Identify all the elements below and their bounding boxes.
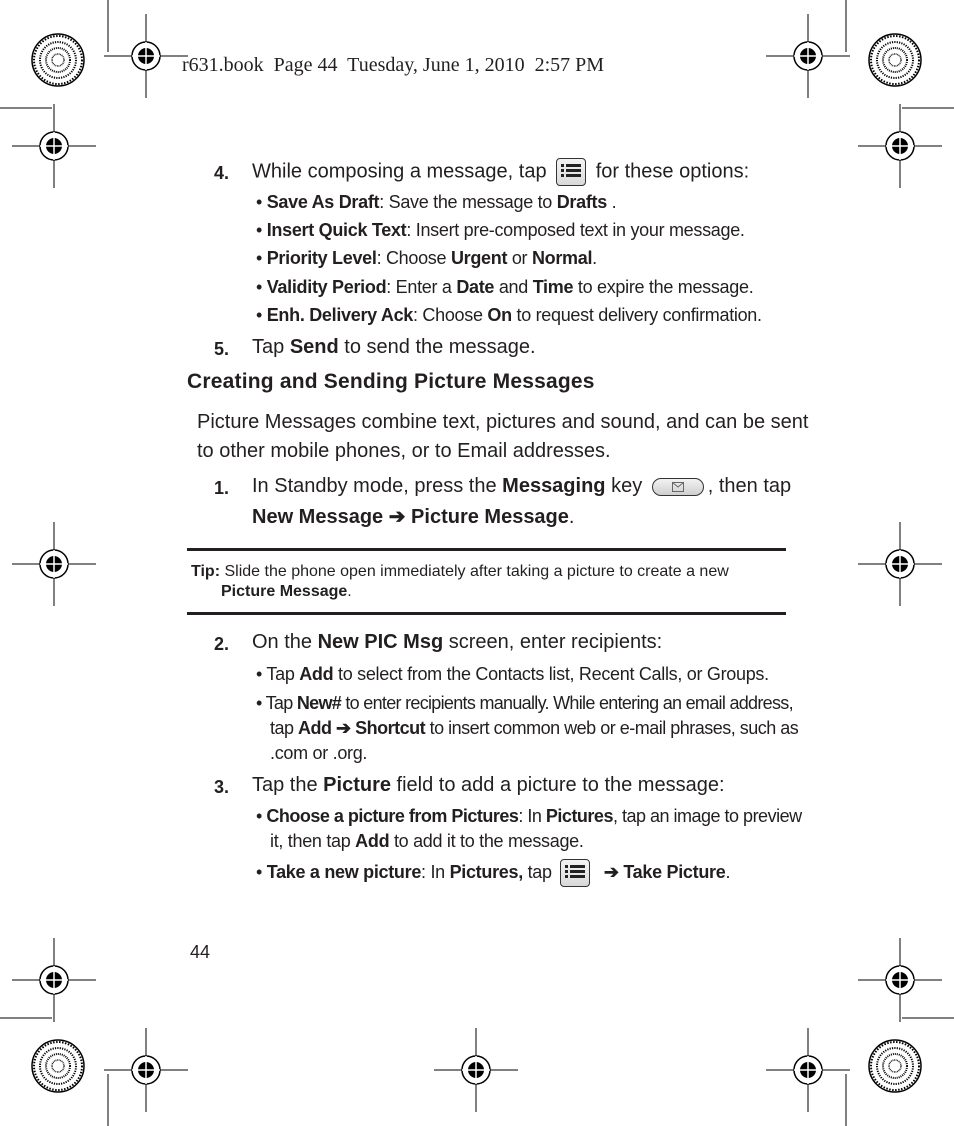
- step-number: 3.: [214, 777, 230, 797]
- step-1-path: New Message ➔ Picture Message.: [252, 506, 575, 528]
- step-5-text: Tap Send to send the message.: [252, 336, 536, 358]
- tip-top-rule: [187, 548, 786, 551]
- menu-list-icon: [556, 158, 586, 186]
- print-header: r631.book Page 44 Tuesday, June 1, 2010 2:57 PM: [182, 54, 605, 76]
- menu-list-icon: [560, 859, 590, 887]
- step-4-text: While composing a message, tap for these options:: [252, 158, 749, 186]
- section-title: Creating and Sending Picture Messages: [187, 370, 595, 393]
- envelope-key-icon: [652, 478, 704, 496]
- list-item-continuation: .com or .org.: [270, 743, 368, 763]
- list-item: • Priority Level: Choose Urgent or Normal.: [256, 248, 597, 268]
- list-item: • Validity Period: Enter a Date and Time to expire the message.: [256, 277, 754, 297]
- list-item: • Tap New# to enter recipients manually. While entering an email address,: [256, 693, 793, 713]
- tip-text: Tip: Slide the phone open immediately after taking a picture to create a new: [191, 563, 729, 580]
- step-2-text: On the New PIC Msg screen, enter recipients:: [252, 631, 663, 653]
- step-3-text: Tap the Picture field to add a picture to the message:: [252, 774, 725, 796]
- tip-text-line-2: Picture Message.: [221, 583, 352, 600]
- list-item: • Choose a picture from Pictures: In Pictures, tap an image to preview: [256, 806, 802, 826]
- step-number: 5.: [214, 339, 230, 359]
- step-1-text: In Standby mode, press the Messaging key , then tap: [252, 475, 792, 497]
- intro-line: Picture Messages combine text, pictures and sound, and can be sent: [197, 411, 809, 433]
- step-number: 1.: [214, 478, 230, 498]
- step-number: 2.: [214, 634, 230, 654]
- list-item: • Take a new picture: In Pictures, tap ➔ Take Picture.: [256, 859, 730, 887]
- list-item: • Save As Draft: Save the message to Drafts .: [256, 192, 617, 212]
- step-number: 4.: [214, 163, 230, 183]
- list-item-continuation: it, then tap Add to add it to the message.: [270, 831, 584, 851]
- list-item: • Insert Quick Text: Insert pre-composed text in your message.: [256, 220, 745, 240]
- tip-bottom-rule: [187, 612, 786, 615]
- page-number: 44: [190, 942, 211, 962]
- list-item: • Enh. Delivery Ack: Choose On to request delivery confirmation.: [256, 305, 762, 325]
- list-item: • Tap Add to select from the Contacts list, Recent Calls, or Groups.: [256, 664, 769, 684]
- intro-line: to other mobile phones, or to Email addresses.: [197, 440, 611, 462]
- list-item-continuation: tap Add ➔ Shortcut to insert common web or e-mail phrases, such as: [270, 718, 799, 738]
